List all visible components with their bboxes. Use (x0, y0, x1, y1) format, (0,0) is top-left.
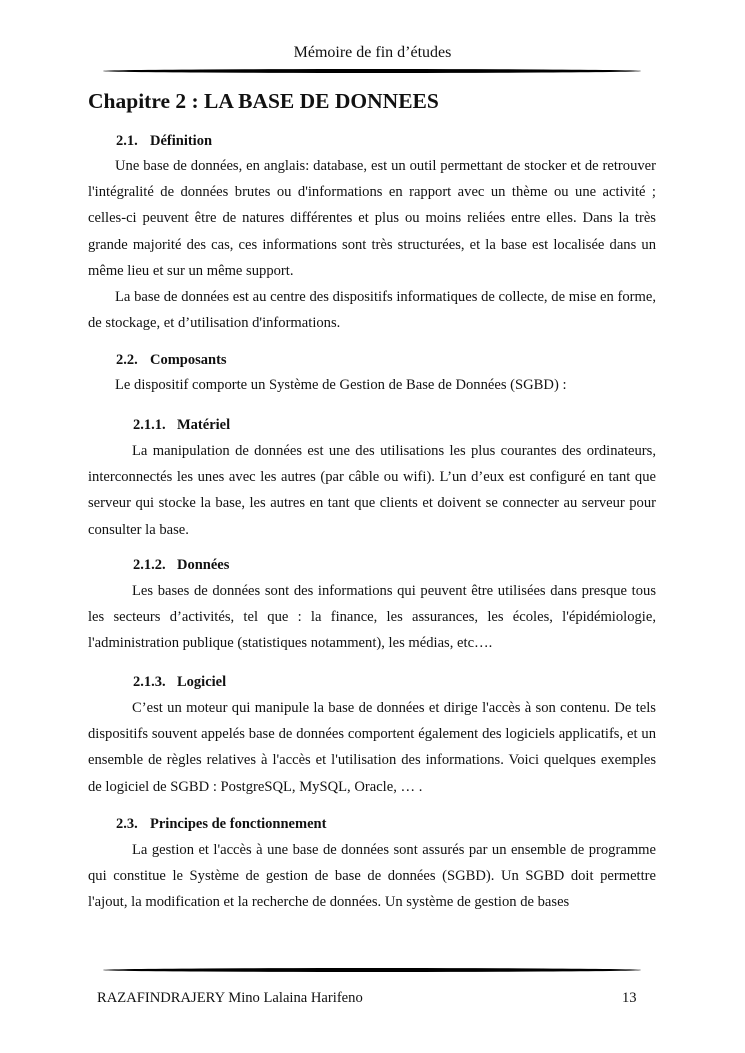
paragraph: Les bases de données sont des informations qui peuvent être utilisées dans presque tous les secteurs d’activités, tel que : la finance, les assurances, les écoles, l'épidémiologie, l'administration publique (statistiques notamment), les médias, etc…. (88, 583, 656, 652)
section-number: 2.1.1. (133, 417, 166, 433)
paragraph: La base de données est au centre des dispositifs informatiques de collecte, de mise en forme, de stockage, et d’utilisation d'informations. (88, 289, 656, 332)
paragraph: Une base de données, en anglais: database, est un outil permettant de stocker et de retrouver l'intégralité de données brutes ou d'informations en rapport avec un thème ou une activité ; celles-ci peuvent être de natures différentes et plus ou moins reliées entre elles. Dans la très grande majorité des cas, ces informations sont très structurées, et la base est localisée dans un même lieu et sur un même support. (88, 158, 656, 279)
section-heading-2-3 (116, 816, 326, 833)
paragraph: C’est un moteur qui manipule la base de données et dirige l'accès à son contenu. De tels dispositifs souvent appelés base de données comportent également des logiciels applicatifs, et un ensemble de règles relatives à l'accès et l'utilisation des informations. Voici quelques exemples de logiciel de SGBD : PostgreSQL, MySQL, Oracle, … . (88, 700, 656, 795)
section-number: 2.2. (116, 352, 138, 368)
section-number: 2.1.3. (133, 674, 166, 690)
section-title: Définition (150, 133, 213, 149)
paragraph: Le dispositif comporte un Système de Gestion de Base de Données (SGBD) : (115, 377, 567, 393)
section-heading-2-1 (116, 133, 212, 150)
section-number: 2.3. (116, 816, 138, 832)
section-title: Matériel (177, 417, 231, 433)
section-number: 2.1.2. (133, 557, 166, 573)
section-heading-2-1-2 (133, 557, 229, 574)
section-title: Données (177, 557, 230, 573)
chapter-title: Chapitre 2 : LA BASE DE DONNEES (88, 89, 439, 113)
page-header-title: Mémoire de fin d’études (293, 44, 452, 61)
page-number: 13 (622, 990, 637, 1006)
section-title: Principes de fonctionnement (150, 816, 327, 832)
section-number: 2.1. (116, 133, 138, 149)
header-divider (103, 69, 641, 73)
footer-author: RAZAFINDRAJERY Mino Lalaina Harifeno (97, 990, 363, 1006)
paragraph: La manipulation de données est une des utilisations les plus courantes des ordinateurs, interconnectés les unes avec les autres (par câble ou wifi). L’un d’eux est configuré en tant que serveur qui stocke la base, les autres en tant que clients et doivent se connecter au serveur pour consulter la base. (88, 443, 656, 538)
paragraph: La gestion et l'accès à une base de données sont assurés par un ensemble de programme qui constitue le Système de gestion de base de données (SGBD). Un SGBD doit permettre l'ajout, la modification et la recherche de données. Un système de gestion de bases (88, 842, 656, 911)
section-title: Composants (150, 352, 227, 368)
section-heading-2-1-1 (133, 417, 230, 434)
section-title: Logiciel (177, 674, 227, 690)
section-heading-2-1-3 (133, 674, 226, 691)
section-heading-2-2 (116, 352, 227, 369)
footer-divider (103, 968, 641, 972)
